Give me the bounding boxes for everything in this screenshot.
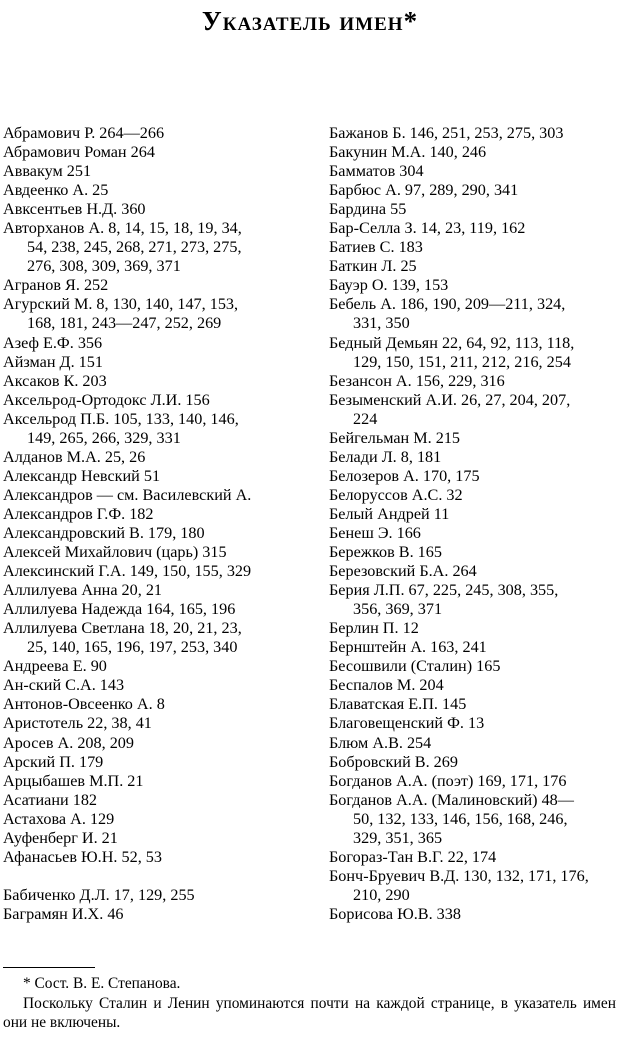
index-entry (3, 734, 303, 753)
index-entry (329, 448, 617, 467)
index-entry (3, 372, 303, 391)
index-entry (329, 238, 617, 257)
index-entry-line: Блаватская Е.П. 145 (329, 695, 467, 714)
index-entry-line: Асатиани 182 (3, 790, 98, 809)
index-entry-line: Абрамович Роман 264 (3, 143, 155, 162)
index-entry-line: Алексей Михайлович (царь) 315 (3, 543, 227, 562)
index-entry-line: Берлин П. 12 (329, 619, 419, 638)
footnote-compiler: * Сост. В. Е. Степанова. (23, 975, 181, 992)
index-entry (3, 524, 303, 543)
index-entry-line: Авторханов А. 8, 14, 15, 18, 19, 34, (3, 219, 242, 238)
index-entry-line: Афанасьев Ю.Н. 52, 53 (3, 847, 162, 866)
index-entry (329, 143, 617, 162)
index-entry (329, 619, 617, 638)
index-entry-line: Агранов Я. 252 (3, 276, 109, 295)
index-column-right (329, 124, 617, 924)
index-entry (3, 353, 303, 372)
index-entry-line: Баграмян И.Х. 46 (3, 904, 124, 923)
index-entry (3, 905, 303, 924)
index-entry-line: Аввакум 251 (3, 162, 92, 181)
index-entry (3, 143, 303, 162)
index-entry (329, 429, 617, 448)
index-entry-line: Бебель А. 186, 190, 209—211, 324, (329, 295, 566, 314)
index-entry (329, 543, 617, 562)
index-entry-line: Бобровский В. 269 (329, 752, 458, 771)
index-entry (3, 219, 303, 276)
index-entry (3, 562, 303, 581)
index-entry-line: Барбюс А. 97, 289, 290, 341 (329, 181, 519, 200)
index-entry-line: Бакунин М.А. 140, 246 (329, 143, 487, 162)
footnote-divider (3, 967, 95, 968)
index-entry-line: Богораз-Тан В.Г. 22, 174 (329, 847, 497, 866)
index-entry-line: Бернштейн А. 163, 241 (329, 638, 487, 657)
index-entry-line: Антонов-Овсеенко А. 8 (3, 695, 165, 714)
index-entry (329, 505, 617, 524)
index-entry-line: Арцыбашев М.П. 21 (3, 771, 144, 790)
index-entry (329, 657, 617, 676)
index-entry (329, 200, 617, 219)
index-entry (3, 276, 303, 295)
index-entry-line: Айзман Д. 151 (3, 352, 103, 371)
index-entry (329, 638, 617, 657)
index-entry (329, 772, 617, 791)
index-entry-line: Азеф Е.Ф. 356 (3, 333, 103, 352)
index-entry-line: Авксентьев Н.Д. 360 (3, 200, 146, 219)
index-entry-line: 149, 265, 266, 329, 331 (27, 428, 181, 447)
index-entry-line: Белозеров А. 170, 175 (329, 466, 480, 485)
index-entry (329, 486, 617, 505)
index-entry (3, 753, 303, 772)
index-entry-line: Арский П. 179 (3, 752, 104, 771)
index-entry-line: Аллилуева Надежда 164, 165, 196 (3, 600, 236, 619)
index-entry (329, 848, 617, 867)
index-entry (329, 219, 617, 238)
index-entry (329, 181, 617, 200)
index-entry-line: Бонч-Бруевич В.Д. 130, 132, 171, 176, (329, 866, 589, 885)
index-entry-line: Бережков В. 165 (329, 543, 442, 562)
index-entry-line: Агурский М. 8, 130, 140, 147, 153, (3, 295, 239, 314)
index-entry-line: Бесошвили (Сталин) 165 (329, 657, 501, 676)
index-entry (3, 200, 303, 219)
index-entry (329, 391, 617, 429)
index-entry-line: Баткин Л. 25 (329, 257, 417, 276)
index-entry-line: Ауфенберг И. 21 (3, 828, 118, 847)
index-entry-line: 224 (353, 409, 378, 428)
index-entry (329, 714, 617, 733)
index-entry-line: Безыменский А.И. 26, 27, 204, 207, (329, 390, 571, 409)
index-entry (3, 810, 303, 829)
index-entry (329, 295, 617, 333)
index-entry (3, 848, 303, 867)
index-entry-line: 276, 308, 309, 369, 371 (27, 257, 181, 276)
index-entry (3, 467, 303, 486)
index-entry-line: Андреева Е. 90 (3, 657, 107, 676)
index-entry (3, 448, 303, 467)
index-entry-line: Аросев А. 208, 209 (3, 733, 134, 752)
index-entry (329, 905, 617, 924)
index-entry (3, 791, 303, 810)
index-entry-line: Белади Л. 8, 181 (329, 447, 442, 466)
index-entry-line: Батиев С. 183 (329, 238, 423, 257)
index-gap (3, 867, 303, 886)
index-entry-line: Бажанов Б. 146, 251, 253, 275, 303 (329, 124, 564, 142)
index-entry-line: Богданов А.А. (поэт) 169, 171, 176 (329, 771, 567, 790)
index-entry (3, 486, 303, 505)
index-entry (3, 391, 303, 410)
index-entry-line: Аллилуева Светлана 18, 20, 21, 23, (3, 619, 242, 638)
index-entry (3, 181, 303, 200)
index-entry (3, 714, 303, 733)
index-entry (3, 676, 303, 695)
index-entry (3, 600, 303, 619)
index-entry-line: 331, 350 (353, 314, 410, 333)
index-entry (3, 581, 303, 600)
index-entry (329, 791, 617, 848)
index-entry-line: Бауэр О. 139, 153 (329, 276, 449, 295)
index-entry-line: Александр Невский 51 (3, 466, 161, 485)
index-entry (329, 581, 617, 619)
index-entry (3, 543, 303, 562)
index-entry-line: 210, 290 (353, 885, 410, 904)
index-entry-line: Борисова Ю.В. 338 (329, 904, 461, 923)
index-entry (3, 886, 303, 905)
index-entry (329, 257, 617, 276)
page-title: Указатель имен* (201, 6, 419, 36)
index-entry (329, 695, 617, 714)
index-entry-line: Бедный Демьян 22, 64, 92, 113, 118, (329, 333, 575, 352)
index-entry-line: Блюм А.В. 254 (329, 733, 432, 752)
index-entry (329, 334, 617, 372)
index-entry-line: Аристотель 22, 38, 41 (3, 714, 152, 733)
index-entry-line: Аксельрод-Ортодокс Л.И. 156 (3, 390, 210, 409)
index-entry (329, 524, 617, 543)
index-entry-line: Алексинский Г.А. 149, 150, 155, 329 (3, 562, 252, 581)
index-entry-line: Абрамович Р. 264—266 (3, 124, 165, 142)
index-entry (3, 829, 303, 848)
index-entry-line: Безансон А. 156, 229, 316 (329, 371, 505, 390)
index-entry (3, 410, 303, 448)
index-column-left (3, 124, 303, 924)
index-entry-line: Александров — см. Василевский А. (3, 485, 252, 504)
index-entry-line: Благовещенский Ф. 13 (329, 714, 485, 733)
index-entry (3, 619, 303, 657)
index-entry-line: Берия Л.П. 67, 225, 245, 308, 355, (329, 581, 559, 600)
index-entry-line: Бамматов 304 (329, 162, 424, 181)
index-entry (329, 676, 617, 695)
index-entry (329, 562, 617, 581)
index-entry-line: Аксаков К. 203 (3, 371, 107, 390)
index-entry-line: Бенеш Э. 166 (329, 523, 421, 542)
index-entry (329, 467, 617, 486)
index-entry-line: Астахова А. 129 (3, 809, 115, 828)
index-entry-line: 356, 369, 371 (353, 600, 443, 619)
index-entry (329, 867, 617, 905)
index-entry (3, 505, 303, 524)
index-entry-line: Александров Г.Ф. 182 (3, 504, 154, 523)
index-entry-line: Александровский В. 179, 180 (3, 523, 205, 542)
index-entry-line: Бардина 55 (329, 200, 407, 219)
index-entry (3, 772, 303, 791)
index-entry-line: 50, 132, 133, 146, 156, 168, 246, (353, 809, 568, 828)
index-entry-line: Богданов А.А. (Малиновский) 48— (329, 790, 574, 809)
index-entry (329, 753, 617, 772)
index-entry (3, 162, 303, 181)
index-entry (3, 657, 303, 676)
index-entry-line: Бабиченко Д.Л. 17, 129, 255 (3, 885, 195, 904)
index-entry-line: 168, 181, 243—247, 252, 269 (27, 314, 222, 333)
index-entry-line: Аллилуева Анна 20, 21 (3, 581, 163, 600)
index-entry-line: Бар-Селла З. 14, 23, 119, 162 (329, 219, 526, 238)
index-entry-line: Белоруссов А.С. 32 (329, 485, 463, 504)
index-entry-line: Аксельрод П.Б. 105, 133, 140, 146, (3, 409, 239, 428)
index-entry-line: Белый Андрей 11 (329, 504, 450, 523)
footnote-note: Поскольку Сталин и Ленин упоминаются почти на каждой странице, в указатель имен они не включены. (3, 994, 616, 1031)
index-entry-line: 25, 140, 165, 196, 197, 253, 340 (27, 638, 238, 657)
index-entry-line: 54, 238, 245, 268, 271, 273, 275, (27, 238, 242, 257)
index-entry (3, 295, 303, 333)
index-entry-line: Авдеенко А. 25 (3, 181, 109, 200)
index-entry (329, 734, 617, 753)
index-entry-line: 329, 351, 365 (353, 828, 443, 847)
index-entry (329, 124, 617, 143)
index-entry-line: Алданов М.А. 25, 26 (3, 447, 146, 466)
index-entry-line: Березовский Б.А. 264 (329, 562, 477, 581)
index-entry-line: Беспалов М. 204 (329, 676, 444, 695)
index-entry-line: Ан-ский С.А. 143 (3, 676, 125, 695)
index-entry (3, 124, 303, 143)
index-entry-line: 129, 150, 151, 211, 212, 216, 254 (353, 352, 571, 371)
index-entry (329, 276, 617, 295)
index-entry (3, 695, 303, 714)
index-entry (329, 162, 617, 181)
index-entry-line: Бейгельман М. 215 (329, 428, 461, 447)
footnote (3, 974, 616, 1033)
index-entry (3, 334, 303, 353)
index-entry (329, 372, 617, 391)
